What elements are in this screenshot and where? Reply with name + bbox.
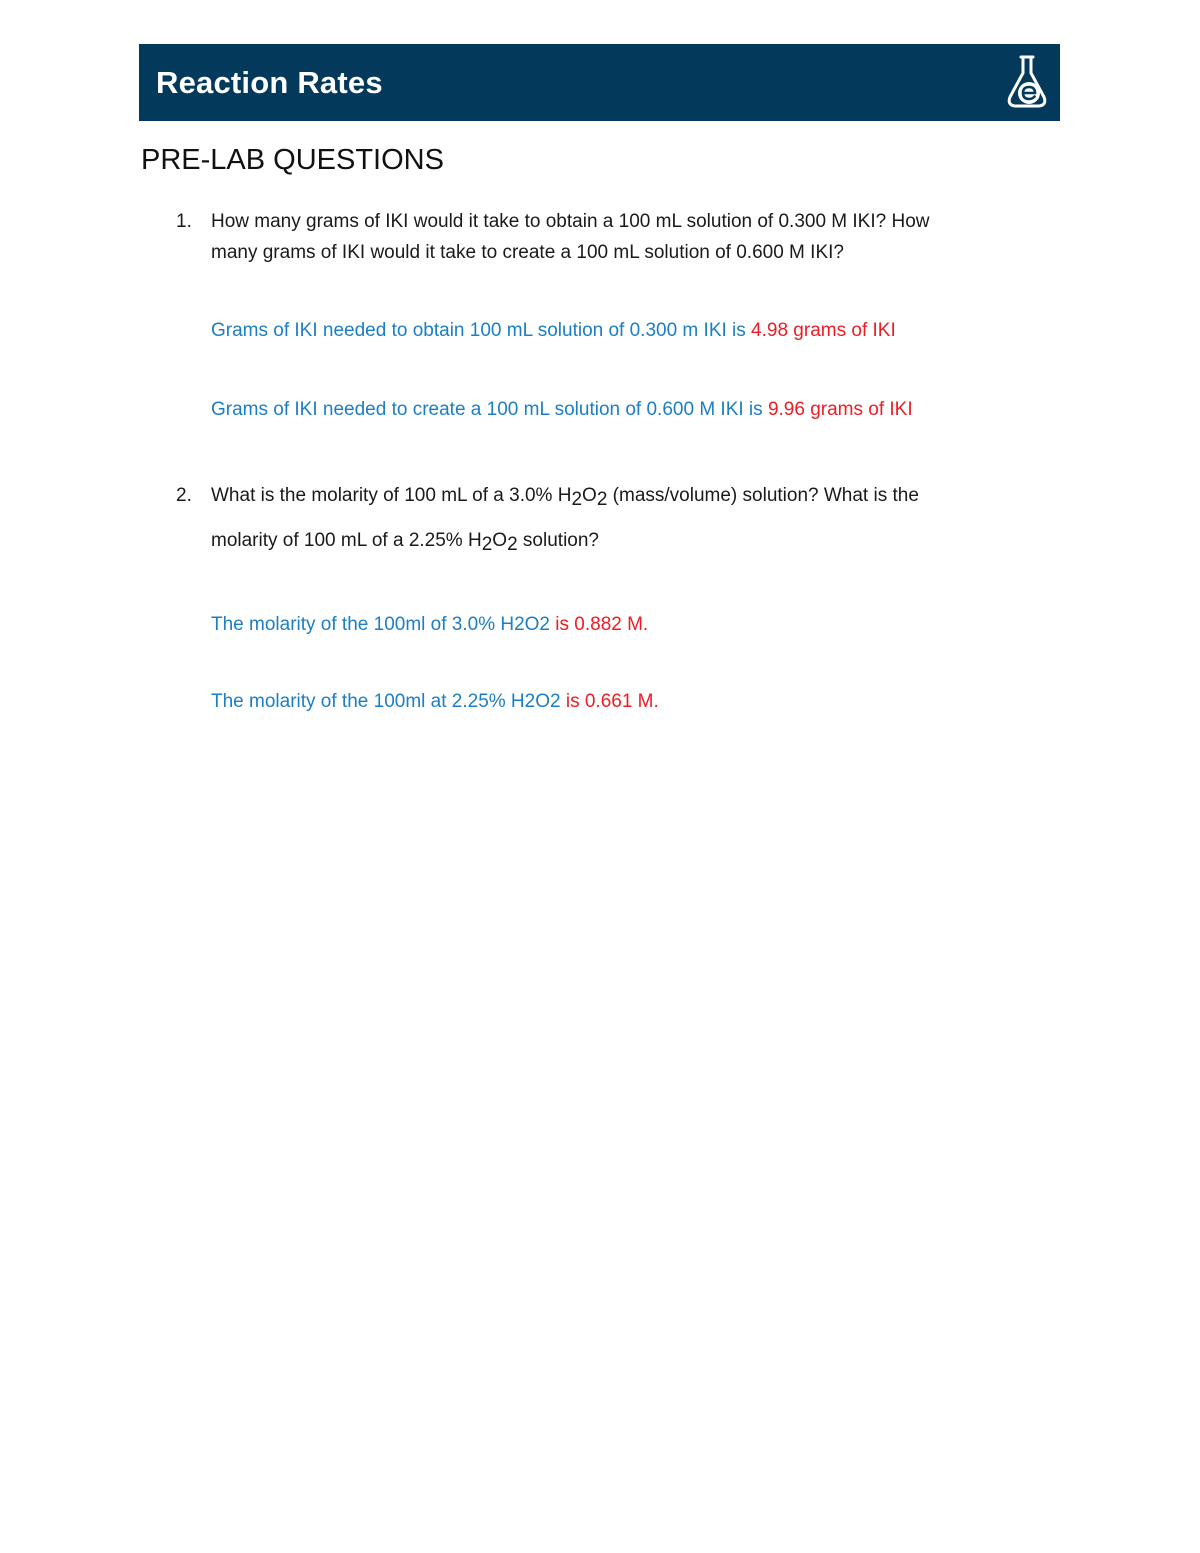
answer-2b bbox=[211, 691, 659, 714]
question-2-line-2-part-a: molarity of 100 mL of a 2.25% H bbox=[211, 530, 482, 551]
answer-1a bbox=[211, 320, 896, 343]
subscript: 2 bbox=[571, 489, 583, 510]
answer-1b-value: 9.96 grams of IKI bbox=[767, 399, 913, 420]
answer-1a-value: 4.98 grams of IKI bbox=[751, 320, 896, 341]
question-2-number: 2. bbox=[176, 485, 192, 506]
answer-1a-text: Grams of IKI needed to obtain 100 mL solution of 0.300 m IKI is bbox=[211, 320, 752, 341]
subscript: 2 bbox=[481, 534, 493, 555]
question-2-line-1-part-c: (mass/volume) solution? What is the bbox=[607, 485, 919, 506]
question-2-line-2-part-b: O bbox=[492, 530, 508, 551]
section-heading: PRE-LAB QUESTIONS bbox=[141, 144, 444, 176]
question-2-line-1-part-b: O bbox=[582, 485, 597, 506]
answer-1b bbox=[211, 399, 913, 422]
question-1-line-2: many grams of IKI would it take to create a 100 mL solution of 0.600 M IKI? bbox=[211, 242, 844, 263]
question-1-number: 1. bbox=[176, 211, 192, 232]
flask-logo-icon bbox=[1002, 53, 1052, 111]
answer-1b-text: Grams of IKI needed to create a 100 mL solution of 0.600 M IKI is bbox=[211, 399, 768, 420]
answer-2b-value: is 0.661 M. bbox=[565, 691, 659, 712]
answer-2a-value: is 0.882 M. bbox=[555, 614, 649, 635]
page-title: Reaction Rates bbox=[156, 65, 383, 100]
subscript: 2 bbox=[596, 489, 608, 510]
answer-2a bbox=[211, 614, 648, 637]
question-1-line-1: How many grams of IKI would it take to obtain a 100 mL solution of 0.300 M IKI? How bbox=[211, 211, 930, 232]
question-2-line-2 bbox=[211, 530, 1041, 553]
subscript: 2 bbox=[507, 534, 518, 555]
question-2-line-1-part-a: What is the molarity of 100 mL of a 3.0% H bbox=[211, 485, 572, 506]
answer-2b-text: The molarity of the 100ml at 2.25% H2O2 bbox=[211, 691, 566, 712]
answer-2a-text: The molarity of the 100ml of 3.0% H2O2 bbox=[211, 614, 556, 635]
question-2-line-2-part-c: solution? bbox=[517, 530, 599, 551]
question-2-line-1 bbox=[211, 485, 1041, 508]
header-bar bbox=[139, 44, 1060, 121]
